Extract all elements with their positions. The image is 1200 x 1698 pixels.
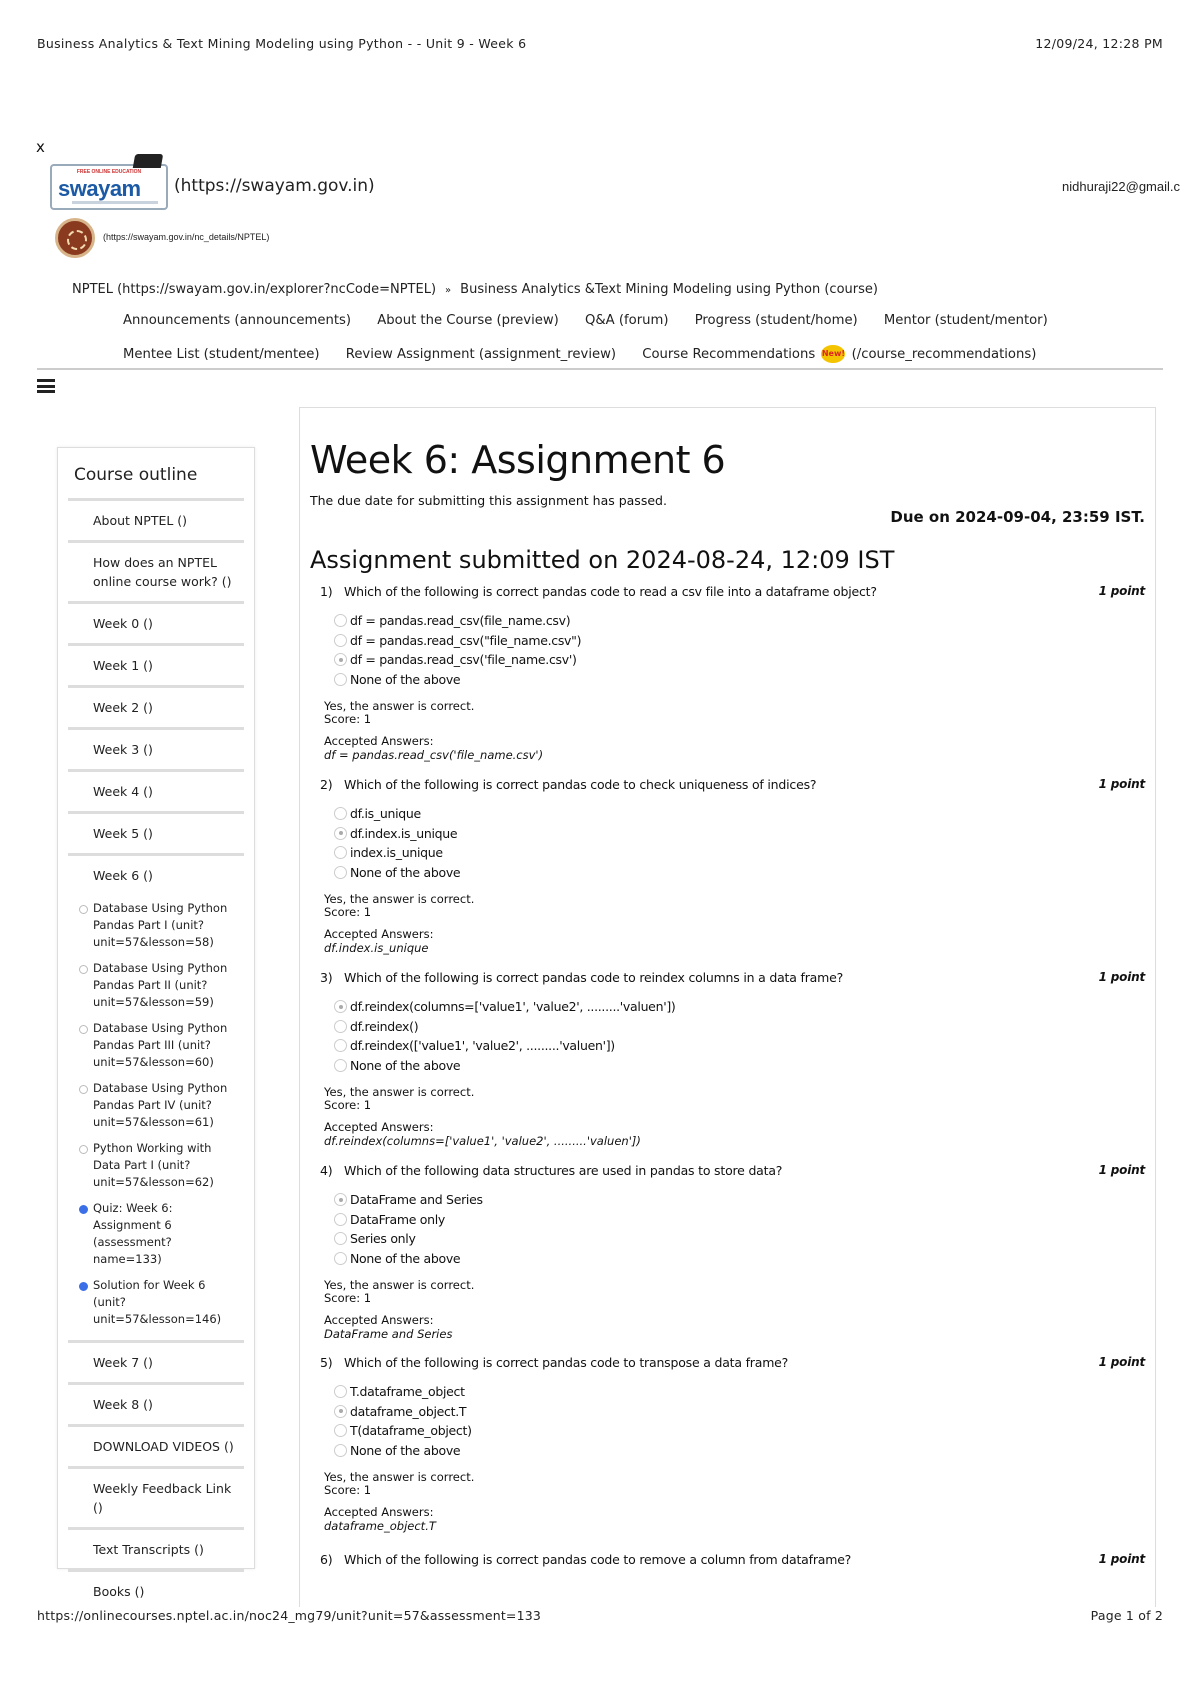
accepted-answers-label: Accepted Answers: bbox=[324, 1313, 434, 1327]
answer-option[interactable] bbox=[334, 863, 1145, 883]
nav-course-recommendations-label: Course Recommendations bbox=[642, 347, 816, 362]
nav-review-assignment[interactable]: Review Assignment (assignment_review) bbox=[345, 347, 617, 362]
feedback-correct: Yes, the answer is correct. bbox=[324, 699, 475, 713]
swayam-logo-tagline bbox=[72, 201, 158, 204]
answer-option[interactable] bbox=[334, 824, 1145, 844]
accepted-answers bbox=[320, 1505, 1145, 1533]
due-passed-notice: The due date for submitting this assignment has passed. bbox=[310, 493, 667, 508]
radio-button[interactable] bbox=[334, 1232, 347, 1245]
answer-feedback bbox=[320, 1279, 1145, 1305]
answer-option[interactable] bbox=[334, 1382, 1145, 1402]
question-points: 1 point bbox=[1098, 970, 1145, 984]
radio-button[interactable] bbox=[334, 1039, 347, 1052]
answer-option[interactable] bbox=[334, 631, 1145, 651]
answer-options bbox=[320, 804, 1145, 882]
sidebar-item-text-transcripts[interactable]: Text Transcripts () bbox=[68, 1527, 244, 1569]
nav-divider bbox=[37, 368, 1163, 370]
radio-button[interactable] bbox=[334, 653, 347, 666]
answer-option[interactable] bbox=[334, 1017, 1145, 1037]
accepted-answer-value: df.reindex(columns=['value1', 'value2', .........'valuen']) bbox=[324, 1134, 641, 1148]
sidebar-item-week-7[interactable]: Week 7 () bbox=[68, 1340, 244, 1382]
nav-about-course[interactable]: About the Course (preview) bbox=[377, 313, 559, 328]
sidebar-lesson[interactable] bbox=[68, 895, 244, 955]
swayam-home-link[interactable]: (https://swayam.gov.in) bbox=[174, 176, 375, 196]
question-text bbox=[320, 970, 1145, 985]
sidebar-lesson[interactable] bbox=[68, 1015, 244, 1075]
accepted-answers bbox=[320, 927, 1145, 955]
radio-button[interactable] bbox=[334, 1059, 347, 1072]
answer-option[interactable] bbox=[334, 1441, 1145, 1461]
sidebar-lesson-label: Database Using Python Pandas Part I (unit?unit=57&lesson=58) bbox=[93, 901, 228, 949]
breadcrumb bbox=[72, 282, 878, 297]
hamburger-menu-icon[interactable] bbox=[37, 379, 55, 393]
print-datetime: 12/09/24, 12:28 PM bbox=[1035, 36, 1163, 51]
accepted-answer-value: df.index.is_unique bbox=[324, 941, 429, 955]
lesson-completed-icon bbox=[79, 1205, 88, 1214]
accepted-answer-value: df = pandas.read_csv('file_name.csv') bbox=[324, 748, 544, 762]
answer-option-label: dataframe_object.T bbox=[350, 1403, 467, 1419]
nav-announcements[interactable]: Announcements (announcements) bbox=[123, 313, 352, 328]
lesson-status-icon bbox=[79, 1145, 88, 1154]
answer-option[interactable] bbox=[334, 1210, 1145, 1230]
sidebar-item-weekly-feedback[interactable]: Weekly Feedback Link () bbox=[68, 1466, 244, 1527]
nav-mentor[interactable]: Mentor (student/mentor) bbox=[883, 313, 1048, 328]
sidebar-lesson-label: Solution for Week 6 (unit?unit=57&lesson=146) bbox=[93, 1278, 222, 1326]
answer-option[interactable] bbox=[334, 1249, 1145, 1269]
answer-option-label: None of the above bbox=[350, 1442, 461, 1458]
sidebar-lesson-label: Database Using Python Pandas Part II (unit?unit=57&lesson=59) bbox=[93, 961, 228, 1009]
question-number: 5) bbox=[320, 1355, 333, 1370]
accepted-answers bbox=[320, 1313, 1145, 1341]
sidebar-item-books[interactable]: Books () bbox=[68, 1569, 244, 1611]
radio-button[interactable] bbox=[334, 1444, 347, 1457]
sidebar-item-week-1[interactable]: Week 1 () bbox=[68, 643, 244, 685]
course-nav-row-1 bbox=[123, 313, 1070, 328]
answer-option[interactable] bbox=[334, 1229, 1145, 1249]
answer-option-label: DataFrame and Series bbox=[350, 1192, 483, 1208]
nptel-link[interactable]: (https://swayam.gov.in/nc_details/NPTEL) bbox=[103, 232, 270, 242]
question-points: 1 point bbox=[1098, 584, 1145, 598]
question-number: 2) bbox=[320, 777, 333, 792]
top-header bbox=[50, 164, 1180, 210]
question-number: 6) bbox=[320, 1552, 333, 1567]
answer-option-label: T(dataframe_object) bbox=[350, 1423, 472, 1439]
question-number: 4) bbox=[320, 1163, 333, 1178]
question-points: 1 point bbox=[1098, 1552, 1145, 1566]
answer-option[interactable] bbox=[334, 804, 1145, 824]
question-points: 1 point bbox=[1098, 777, 1145, 791]
answer-option-label: index.is_unique bbox=[350, 845, 443, 861]
course-nav-row-2 bbox=[123, 345, 1036, 363]
accepted-answers-label: Accepted Answers: bbox=[324, 1505, 434, 1519]
sidebar-lesson-label: Python Working with Data Part I (unit?unit=57&lesson=62) bbox=[93, 1141, 214, 1189]
lesson-status-icon bbox=[79, 1085, 88, 1094]
question-text bbox=[320, 1552, 1145, 1567]
answer-option-label: df.index.is_unique bbox=[350, 825, 458, 841]
feedback-score: Score: 1 bbox=[324, 905, 372, 919]
sidebar-lesson-label: Database Using Python Pandas Part IV (unit?unit=57&lesson=61) bbox=[93, 1081, 228, 1129]
swayam-logo[interactable] bbox=[50, 164, 168, 210]
question-prompt: Which of the following data structures are used in pandas to store data? bbox=[344, 1163, 783, 1178]
answer-option[interactable] bbox=[334, 1056, 1145, 1076]
answer-option[interactable] bbox=[334, 1402, 1145, 1422]
sidebar-lesson-label: Quiz: Week 6: Assignment 6 (assessment?name=133) bbox=[93, 1201, 173, 1266]
answer-option[interactable] bbox=[334, 670, 1145, 690]
breadcrumb-nptel[interactable]: NPTEL (https://swayam.gov.in/explorer?ncCode=NPTEL) bbox=[72, 282, 437, 297]
nav-mentee-list[interactable]: Mentee List (student/mentee) bbox=[123, 347, 320, 362]
answer-option-label: df.reindex(['value1', 'value2', .........'valuen']) bbox=[350, 1038, 615, 1054]
feedback-score: Score: 1 bbox=[324, 712, 372, 726]
answer-option-label: Series only bbox=[350, 1231, 416, 1247]
radio-button[interactable] bbox=[334, 634, 347, 647]
radio-button[interactable] bbox=[334, 1252, 347, 1265]
nav-progress[interactable]: Progress (student/home) bbox=[694, 313, 858, 328]
question-4 bbox=[320, 1163, 1145, 1341]
close-button[interactable]: x bbox=[36, 138, 45, 156]
accepted-answer-value: DataFrame and Series bbox=[324, 1327, 453, 1341]
accepted-answers bbox=[320, 1120, 1145, 1148]
lesson-status-icon bbox=[79, 905, 88, 914]
radio-button[interactable] bbox=[334, 1000, 347, 1013]
graduation-cap-icon bbox=[133, 154, 163, 168]
question-prompt: Which of the following is correct pandas code to transpose a data frame? bbox=[344, 1355, 789, 1370]
sidebar-title: Course outline bbox=[74, 465, 198, 485]
lesson-status-icon bbox=[79, 965, 88, 974]
answer-option-label: df.is_unique bbox=[350, 806, 421, 822]
answer-options bbox=[320, 611, 1145, 689]
answer-option-label: df = pandas.read_csv("file_name.csv") bbox=[350, 632, 582, 648]
sidebar-item-download-videos[interactable]: DOWNLOAD VIDEOS () bbox=[68, 1424, 244, 1466]
answer-option[interactable] bbox=[334, 650, 1145, 670]
swayam-logo-word: swayam bbox=[58, 176, 141, 201]
sidebar-item-week-8[interactable]: Week 8 () bbox=[68, 1382, 244, 1424]
radio-button[interactable] bbox=[334, 846, 347, 859]
page-title: Week 6: Assignment 6 bbox=[310, 438, 726, 482]
sidebar-lesson[interactable] bbox=[68, 1135, 244, 1195]
breadcrumb-separator: » bbox=[445, 285, 452, 296]
question-prompt: Which of the following is correct pandas code to read a csv file into a dataframe object? bbox=[344, 584, 877, 599]
answer-options bbox=[320, 1190, 1145, 1268]
radio-button[interactable] bbox=[334, 866, 347, 879]
print-page-number: Page 1 of 2 bbox=[1090, 1608, 1163, 1623]
lesson-status-icon bbox=[79, 1025, 88, 1034]
answer-option-label: df = pandas.read_csv(file_name.csv) bbox=[350, 613, 571, 629]
question-5 bbox=[320, 1355, 1145, 1533]
accepted-answers-label: Accepted Answers: bbox=[324, 1120, 434, 1134]
due-date: Due on 2024-09-04, 23:59 IST. bbox=[890, 508, 1145, 526]
radio-button[interactable] bbox=[334, 807, 347, 820]
sidebar-item-week-3[interactable]: Week 3 () bbox=[68, 727, 244, 769]
feedback-score: Score: 1 bbox=[324, 1098, 372, 1112]
question-text bbox=[320, 1355, 1145, 1370]
question-6 bbox=[320, 1552, 1145, 1567]
radio-button[interactable] bbox=[334, 827, 347, 840]
answer-option-label: None of the above bbox=[350, 671, 461, 687]
sidebar-item-week-2[interactable]: Week 2 () bbox=[68, 685, 244, 727]
feedback-correct: Yes, the answer is correct. bbox=[324, 1085, 475, 1099]
sidebar-lesson-label: Database Using Python Pandas Part III (unit?unit=57&lesson=60) bbox=[93, 1021, 228, 1069]
accepted-answers-label: Accepted Answers: bbox=[324, 734, 434, 748]
lesson-completed-icon bbox=[79, 1282, 88, 1291]
answer-feedback bbox=[320, 1471, 1145, 1497]
answer-option[interactable] bbox=[334, 843, 1145, 863]
question-number: 1) bbox=[320, 584, 333, 599]
answer-option[interactable] bbox=[334, 1421, 1145, 1441]
feedback-correct: Yes, the answer is correct. bbox=[324, 892, 475, 906]
feedback-correct: Yes, the answer is correct. bbox=[324, 1470, 475, 1484]
feedback-score: Score: 1 bbox=[324, 1291, 372, 1305]
answer-option-label: DataFrame only bbox=[350, 1211, 446, 1227]
sidebar-item-week-6[interactable]: Week 6 () bbox=[68, 853, 244, 895]
question-points: 1 point bbox=[1098, 1163, 1145, 1177]
question-3 bbox=[320, 970, 1145, 1148]
sidebar-lesson-quiz[interactable] bbox=[68, 1195, 244, 1272]
question-1 bbox=[320, 584, 1145, 762]
sidebar-item-week-4[interactable]: Week 4 () bbox=[68, 769, 244, 811]
radio-button[interactable] bbox=[334, 1424, 347, 1437]
radio-button[interactable] bbox=[334, 1385, 347, 1398]
print-title: Business Analytics & Text Mining Modeling using Python - - Unit 9 - Week 6 bbox=[37, 36, 527, 51]
question-number: 3) bbox=[320, 970, 333, 985]
accepted-answers bbox=[320, 734, 1145, 762]
nav-course-recommendations[interactable] bbox=[642, 347, 1036, 362]
accepted-answer-value: dataframe_object.T bbox=[324, 1519, 436, 1533]
sidebar-lesson[interactable] bbox=[68, 955, 244, 1015]
user-email[interactable]: nidhuraji22@gmail.c bbox=[1062, 179, 1180, 194]
question-points: 1 point bbox=[1098, 1355, 1145, 1369]
print-header bbox=[37, 36, 1163, 51]
question-text bbox=[320, 584, 1145, 599]
course-outline-sidebar bbox=[57, 447, 255, 1599]
question-2 bbox=[320, 777, 1145, 955]
nav-qa-forum[interactable]: Q&A (forum) bbox=[584, 313, 669, 328]
assignment-panel bbox=[299, 407, 1156, 1607]
answer-options bbox=[320, 1382, 1145, 1460]
radio-button[interactable] bbox=[334, 1020, 347, 1033]
answer-feedback bbox=[320, 1086, 1145, 1112]
question-text bbox=[320, 1163, 1145, 1178]
answer-option-label: df = pandas.read_csv('file_name.csv') bbox=[350, 652, 577, 668]
print-url: https://onlinecourses.nptel.ac.in/noc24_mg79/unit?unit=57&assessment=133 bbox=[37, 1608, 542, 1623]
answer-option-label: None of the above bbox=[350, 864, 461, 880]
sidebar-item-week-5[interactable]: Week 5 () bbox=[68, 811, 244, 853]
question-text bbox=[320, 777, 1145, 792]
sidebar-item-about-nptel[interactable]: About NPTEL () bbox=[68, 498, 244, 540]
feedback-score: Score: 1 bbox=[324, 1483, 372, 1497]
radio-button[interactable] bbox=[334, 673, 347, 686]
sidebar-item-week-0[interactable]: Week 0 () bbox=[68, 601, 244, 643]
nptel-logo-icon[interactable] bbox=[55, 218, 95, 258]
question-prompt: Which of the following is correct pandas code to remove a column from dataframe? bbox=[344, 1552, 852, 1567]
answer-option-label: None of the above bbox=[350, 1057, 461, 1073]
sidebar-item-how-course-works[interactable]: How does an NPTEL online course work? () bbox=[68, 540, 244, 601]
radio-button[interactable] bbox=[334, 1193, 347, 1206]
question-prompt: Which of the following is correct pandas code to reindex columns in a data frame? bbox=[344, 970, 843, 985]
answer-option[interactable] bbox=[334, 611, 1145, 631]
answer-option-label: T.dataframe_object bbox=[350, 1384, 465, 1400]
sidebar-lesson-solution[interactable] bbox=[68, 1272, 244, 1332]
breadcrumb-course[interactable]: Business Analytics &Text Mining Modeling using Python (course) bbox=[460, 282, 878, 297]
answer-option[interactable] bbox=[334, 1190, 1145, 1210]
radio-button[interactable] bbox=[334, 614, 347, 627]
answer-options bbox=[320, 997, 1145, 1075]
sidebar-lesson[interactable] bbox=[68, 1075, 244, 1135]
new-badge-icon: New! bbox=[821, 345, 845, 363]
answer-option-label: df.reindex() bbox=[350, 1018, 419, 1034]
radio-button[interactable] bbox=[334, 1405, 347, 1418]
swayam-logo-band: FREE ONLINE EDUCATION bbox=[76, 169, 142, 175]
answer-option-label: None of the above bbox=[350, 1250, 461, 1266]
radio-button[interactable] bbox=[334, 1213, 347, 1226]
print-footer bbox=[37, 1608, 1163, 1623]
submission-status: Assignment submitted on 2024-08-24, 12:09 IST bbox=[310, 546, 895, 574]
answer-feedback bbox=[320, 700, 1145, 726]
answer-option[interactable] bbox=[334, 1036, 1145, 1056]
feedback-correct: Yes, the answer is correct. bbox=[324, 1278, 475, 1292]
accepted-answers-label: Accepted Answers: bbox=[324, 927, 434, 941]
question-prompt: Which of the following is correct pandas code to check uniqueness of indices? bbox=[344, 777, 817, 792]
answer-option[interactable] bbox=[334, 997, 1145, 1017]
answer-feedback bbox=[320, 893, 1145, 919]
nav-course-recommendations-url: (/course_recommendations) bbox=[851, 347, 1037, 362]
answer-option-label: df.reindex(columns=['value1', 'value2', .........'valuen']) bbox=[350, 999, 676, 1015]
